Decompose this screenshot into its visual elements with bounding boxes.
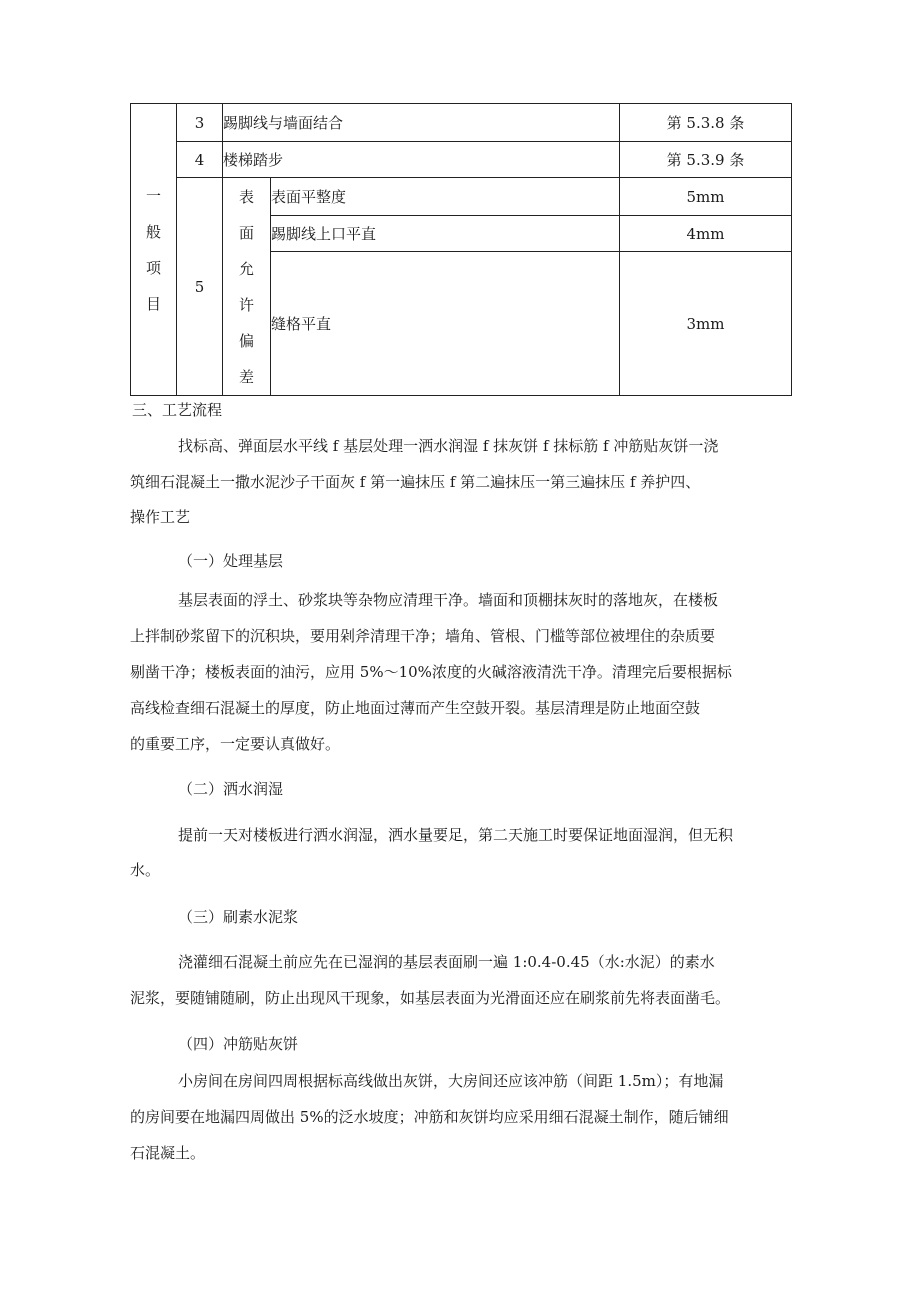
paragraph-line: 高线检查细石混凝土的厚度，防止地面过薄而产生空鼓开裂。基层清理是防止地面空鼓 (130, 699, 701, 717)
paragraph-line: 剔凿干净；楼板表面的油污，应用 5%～10%浓度的火碱溶液清洗干净。清理完后要根据标 (130, 663, 732, 681)
paragraph-line: 石混凝土。 (130, 1144, 206, 1162)
row-number: 4 (177, 142, 223, 178)
item-value: 3mm (620, 252, 792, 396)
paragraph-line: 泥浆，要随铺随刷，防止出现风干现象，如基层表面为光滑面还应在刷浆前先将表面凿毛。 (130, 989, 731, 1007)
tolerance-label-char: 允 (238, 259, 254, 278)
section-heading: （三）刷素水泥浆 (178, 908, 299, 926)
paragraph-line: 基层表面的浮土、砂浆块等杂物应清理干净。墙面和顶棚抹灰时的落地灰，在楼板 (178, 591, 719, 609)
paragraph-line: 的重要工序，一定要认真做好。 (130, 735, 341, 753)
process-line: 筑细石混凝土一撒水泥沙子干面灰 f 第一遍抹压 f 第二遍抹压一第三遍抹压 f 养护四、 (130, 473, 701, 491)
item-name: 踢脚线与墙面结合 (223, 104, 620, 142)
process-line: 操作工艺 (130, 508, 191, 526)
category-char: 项 (145, 258, 161, 277)
item-name: 楼梯踏步 (223, 142, 620, 178)
tolerance-label-char: 差 (238, 367, 254, 386)
paragraph-line: 浇灌细石混凝土前应先在已湿润的基层表面刷一遍 1:0.4-0.45（水:水泥）的素水 (178, 953, 715, 971)
category-char: 般 (145, 222, 161, 241)
item-name: 表面平整度 (271, 178, 620, 216)
row-number: 5 (177, 178, 223, 396)
category-cell (131, 104, 177, 396)
process-heading: 三、工艺流程 (132, 401, 223, 419)
row-number: 3 (177, 104, 223, 142)
item-value: 第 5.3.8 条 (620, 104, 792, 142)
item-name: 踢脚线上口平直 (271, 216, 620, 252)
category-char: 目 (145, 294, 161, 313)
tolerance-label-char: 许 (238, 295, 254, 314)
item-value: 5mm (620, 178, 792, 216)
tolerance-label-char: 面 (238, 223, 254, 242)
section-heading: （二）洒水润湿 (178, 780, 284, 798)
paragraph-line: 水。 (130, 861, 161, 879)
section-heading: （四）冲筋贴灰饼 (178, 1035, 299, 1053)
item-value: 4mm (620, 216, 792, 252)
tolerance-label-char: 表 (238, 187, 254, 206)
process-line: 找标高、弹面层水平线 f 基层处理一洒水润湿 f 抹灰饼 f 抹标筋 f 冲筋贴灰饼一浇 (178, 437, 719, 455)
tolerance-label-cell (223, 178, 271, 396)
item-value: 第 5.3.9 条 (620, 142, 792, 178)
tolerance-label-char: 偏 (238, 331, 254, 350)
section-heading: （一）处理基层 (178, 552, 284, 570)
category-char: 一 (145, 186, 161, 205)
paragraph-line: 上拌制砂浆留下的沉积块，要用剁斧清理干净；墙角、管根、门槛等部位被埋住的杂质要 (130, 627, 716, 645)
paragraph-line: 小房间在房间四周根据标高线做出灰饼，大房间还应该冲筋（间距 1.5m）；有地漏 (178, 1072, 724, 1090)
paragraph-line: 提前一天对楼板进行洒水润湿，洒水量要足，第二天施工时要保证地面湿润，但无积 (178, 826, 734, 844)
item-name: 缝格平直 (271, 252, 620, 396)
acceptance-table (130, 103, 792, 396)
paragraph-line: 的房间要在地漏四周做出 5%的泛水坡度；冲筋和灰饼均应采用细石混凝土制作，随后铺细 (130, 1108, 729, 1126)
